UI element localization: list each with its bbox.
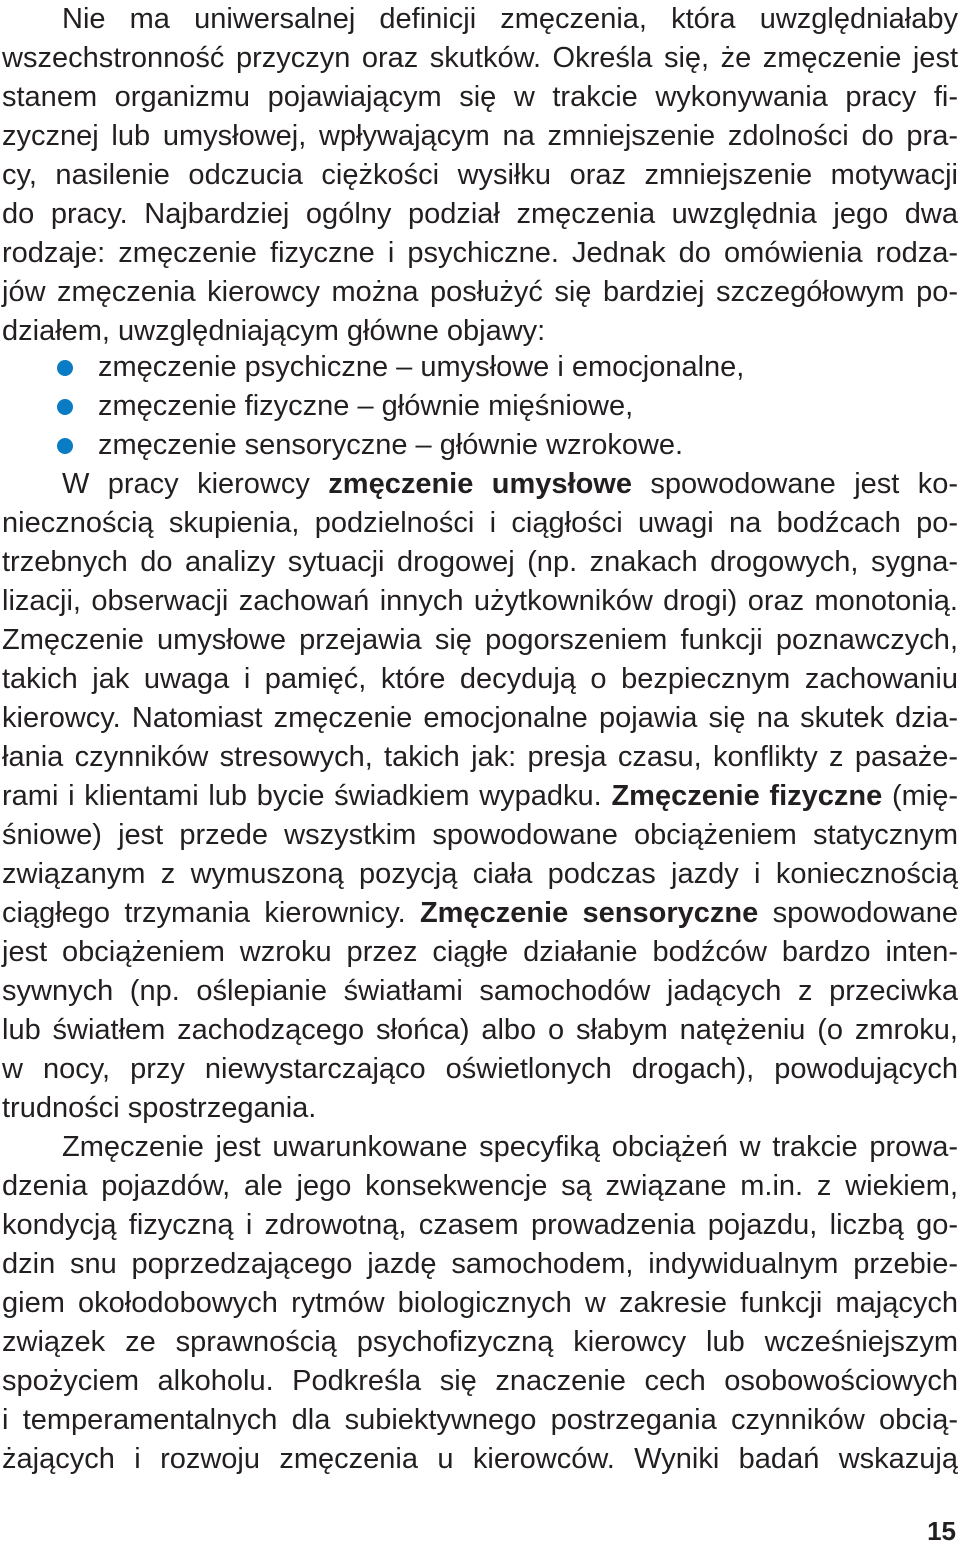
text-line: śniowe) jest przede wszystkim spowodowane obciążeniem statycznym <box>2 819 958 851</box>
text-line: rami i klientami lub bycie świadkiem wypadku. Zmęczenie fizyczne (mię- <box>2 780 958 812</box>
text-line: lizacji, obserwacji zachowań innych użytkowników drogi) oraz monotonią. <box>2 585 958 617</box>
text-line: rodzaje: zmęczenie fizyczne i psychiczne. Jednak do omówienia rodza- <box>2 237 958 269</box>
page-number: 15 <box>927 1516 956 1546</box>
text-line: spożyciem alkoholu. Podkreśla się znaczenie cech osobowościowych <box>2 1365 958 1397</box>
text-line: W pracy kierowcy zmęczenie umysłowe spowodowane jest ko- <box>62 468 959 500</box>
bold-term: zmęczenie umysłowe <box>328 468 632 500</box>
text-line: cy, nasilenie odczucia ciężkości wysiłku oraz zmniejszenie motywacji <box>2 159 958 191</box>
text-line: Nie ma uniwersalnej definicji zmęczenia, która uwzględniałaby <box>62 3 958 35</box>
text-line: zycznej lub umysłowej, wpływającym na zmniejszenie zdolności do pra- <box>2 120 958 152</box>
text-line: trzebnych do analizy sytuacji drogowej (np. znakach drogowych, sygna- <box>2 546 958 578</box>
bullet-item: zmęczenie sensoryczne – głównie wzrokowe. <box>98 429 684 461</box>
text-line: giem okołodobowych rytmów biologicznych w zakresie funkcji mających <box>2 1287 958 1319</box>
text-line: działem, uwzględniającym główne objawy: <box>2 315 546 347</box>
bullet-item: zmęczenie psychiczne – umysłowe i emocjonalne, <box>98 351 745 383</box>
text-line: jów zmęczenia kierowcy można posłużyć się bardziej szczegółowym po- <box>2 276 958 308</box>
text-line: i temperamentalnych dla subiektywnego postrzegania czynników obcią- <box>2 1404 958 1436</box>
text-line: w nocy, przy niewystarczająco oświetlonych drogach), powodujących <box>2 1053 958 1085</box>
text-line: łania czynników stresowych, takich jak: presja czasu, konflikty z pasaże- <box>2 741 958 773</box>
text-line: trudności spostrzegania. <box>2 1092 317 1124</box>
text-line: jest obciążeniem wzroku przez ciągłe działanie bodźców bardzo inten- <box>2 936 958 968</box>
text-line: stanem organizmu pojawiającym się w trakcie wykonywania pracy fi- <box>2 81 958 113</box>
text-line: ciągłego trzymania kierownicy. Zmęczenie sensoryczne spowodowane <box>2 897 958 929</box>
text-line: kierowcy. Natomiast zmęczenie emocjonalne pojawia się na skutek dzia- <box>2 702 958 734</box>
text-line: związanym z wymuszoną pozycją ciała podczas jazdy i koniecznością <box>2 858 958 890</box>
text-line: Zmęczenie umysłowe przejawia się pogorszeniem funkcji poznawczych, <box>2 624 958 656</box>
text-line: takich jak uwaga i pamięć, które decydują o bezpiecznym zachowaniu <box>2 663 958 695</box>
bullet-dot-icon <box>57 360 73 376</box>
bold-term: Zmęczenie sensoryczne <box>419 897 759 929</box>
text-line: dzin snu poprzedzającego jazdę samochodem, indywidualnym przebie- <box>2 1248 958 1280</box>
text-line: do pracy. Najbardziej ogólny podział zmęczenia uwzględnia jego dwa <box>2 198 958 230</box>
text-line: niecznością skupienia, podzielności i ciągłości uwagi na bodźcach po- <box>2 507 958 539</box>
text-line: sywnych (np. oślepianie światłami samochodów jadących z przeciwka <box>2 975 958 1007</box>
bold-term: Zmęczenie fizyczne <box>611 780 883 812</box>
text-line: Zmęczenie jest uwarunkowane specyfiką obciążeń w trakcie prowa- <box>62 1131 958 1163</box>
text-line: kondycją fizyczną i zdrowotną, czasem prowadzenia pojazdu, liczbą go- <box>2 1209 958 1241</box>
bullet-dot-icon <box>57 399 73 415</box>
text-line: związek ze sprawnością psychofizyczną kierowcy lub wcześniejszym <box>2 1326 958 1358</box>
bullet-dot-icon <box>57 438 73 454</box>
text-line: lub światłem zachodzącego słońca) albo o słabym natężeniu (o zmroku, <box>2 1014 958 1046</box>
text-line: wszechstronność przyczyn oraz skutków. Określa się, że zmęczenie jest <box>2 42 958 74</box>
bullet-item: zmęczenie fizyczne – głównie mięśniowe, <box>98 390 634 422</box>
text-line: dzenia pojazdów, ale jego konsekwencje są związane m.in. z wiekiem, <box>2 1170 958 1202</box>
text-line: żających i rozwoju zmęczenia u kierowców. Wyniki badań wskazują <box>2 1443 958 1475</box>
